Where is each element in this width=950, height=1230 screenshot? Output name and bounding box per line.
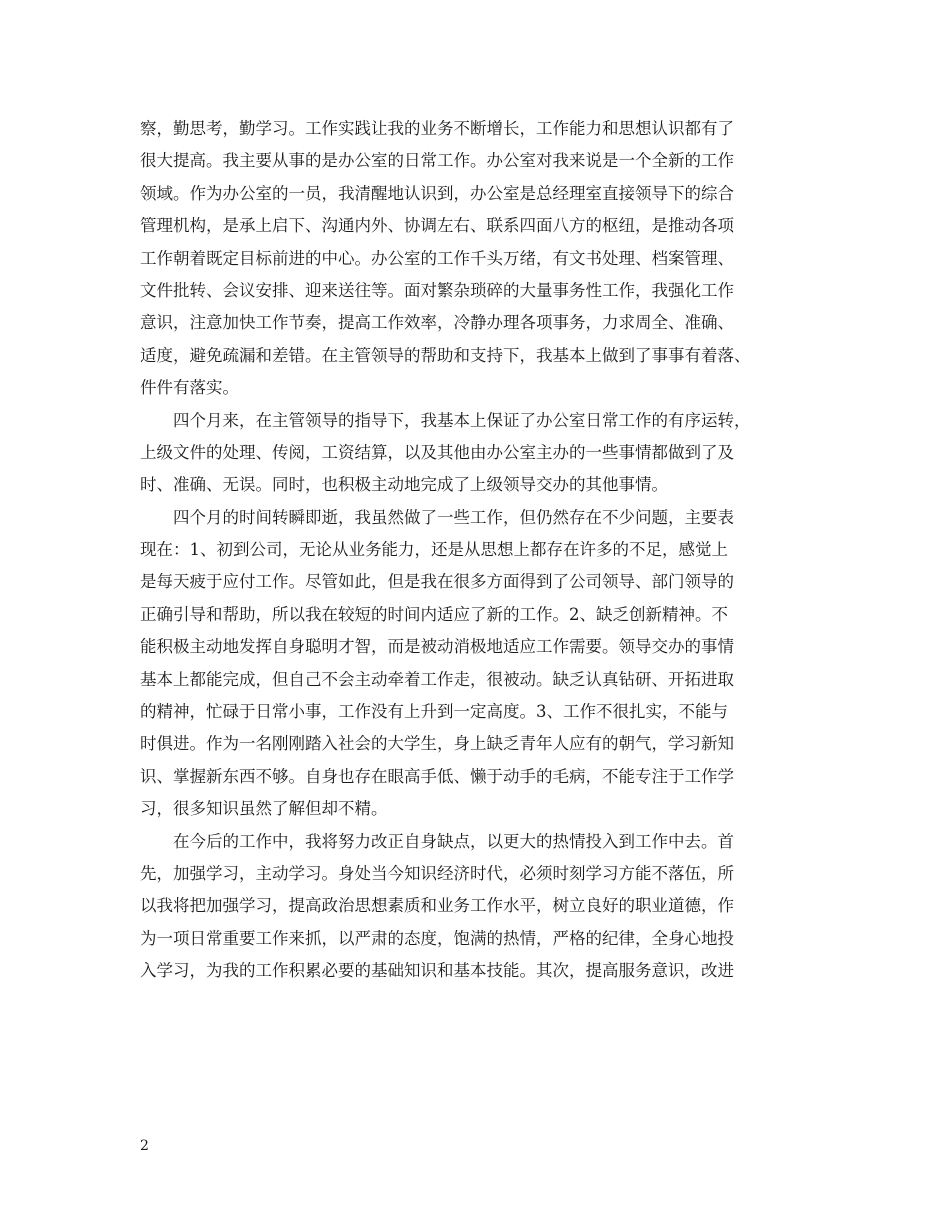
text-line: 件件有落实。	[140, 378, 239, 398]
text-line: 适度，避免疏漏和差错。在主管领导的帮助和支持下，我基本上做到了事事有着落、	[140, 345, 751, 365]
text-line: 先，加强学习，主动学习。身处当今知识经济时代，必须时刻学习方能不落伍，所	[140, 863, 734, 883]
text-line: 上级文件的处理、传阅，工资结算，以及其他由办公室主办的一些事情都做到了及	[140, 442, 734, 462]
text-line: 时、准确、无误。同时，也积极主动地完成了上级领导交办的其他事情。	[140, 475, 668, 495]
text-line: 是每天疲于应付工作。尽管如此，但是我在很多方面得到了公司领导、部门领导的	[140, 572, 734, 592]
text-line: 正确引导和帮助，所以我在较短的时间内适应了新的工作。2、缺乏创新精神。不	[140, 604, 728, 624]
text-line: 现在：1、初到公司，无论从业务能力，还是从思想上都存在许多的不足，感觉上	[140, 540, 728, 560]
text-line: 领域。作为办公室的一员，我清醒地认识到，办公室是总经理室直接领导下的综合	[140, 183, 734, 203]
page-number: 2	[140, 1138, 149, 1154]
text-line: 意识，注意加快工作节奏，提高工作效率，冷静办理各项事务，力求周全、准确、	[140, 313, 734, 333]
text-line: 基本上都能完成，但自己不会主动牵着工作走，很被动。缺乏认真钻研、开拓进取	[140, 669, 734, 689]
text-line: 识、掌握新东西不够。自身也存在眼高手低、懒于动手的毛病，不能专注于工作学	[140, 766, 734, 786]
text-line: 工作朝着既定目标前进的中心。办公室的工作千头万绪，有文书处理、档案管理、	[140, 248, 734, 268]
body-text	[140, 113, 820, 988]
text-line: 入学习，为我的工作积累必要的基础知识和基本技能。其次，提高服务意识，改进	[140, 961, 734, 981]
text-line: 能积极主动地发挥自身聪明才智，而是被动消极地适应工作需要。领导交办的事情	[140, 637, 734, 657]
text-line: 很大提高。我主要从事的是办公室的日常工作。办公室对我来说是一个全新的工作	[140, 151, 734, 171]
text-line: 的精神，忙碌于日常小事，工作没有上升到一定高度。3、工作不很扎实，不能与	[140, 702, 728, 722]
text-line: 管理机构，是承上启下、沟通内外、协调左右、联系四面八方的枢纽，是推动各项	[140, 216, 734, 236]
text-line: 四个月来，在主管领导的指导下，我基本上保证了办公室日常工作的有序运转，	[173, 410, 751, 430]
text-line: 文件批转、会议安排、迎来送往等。面对繁杂琐碎的大量事务性工作，我强化工作	[140, 280, 734, 300]
text-line: 察，勤思考，勤学习。工作实践让我的业务不断增长，工作能力和思想认识都有了	[140, 119, 734, 138]
text-line: 在今后的工作中，我将努力改正自身缺点，以更大的热情投入到工作中去。首	[173, 831, 734, 851]
text-line: 习，很多知识虽然了解但却不精。	[140, 799, 388, 819]
text-line: 为一项日常重要工作来抓，以严肃的态度，饱满的热情，严格的纪律，全身心地投	[140, 928, 734, 948]
text-line: 四个月的时间转瞬即逝，我虽然做了一些工作，但仍然存在不少问题，主要表	[173, 507, 734, 527]
text-line: 时俱进。作为一名刚刚踏入社会的大学生，身上缺乏青年人应有的朝气，学习新知	[140, 734, 734, 754]
text-line: 以我将把加强学习，提高政治思想素质和业务工作水平，树立良好的职业道德，作	[140, 896, 734, 916]
